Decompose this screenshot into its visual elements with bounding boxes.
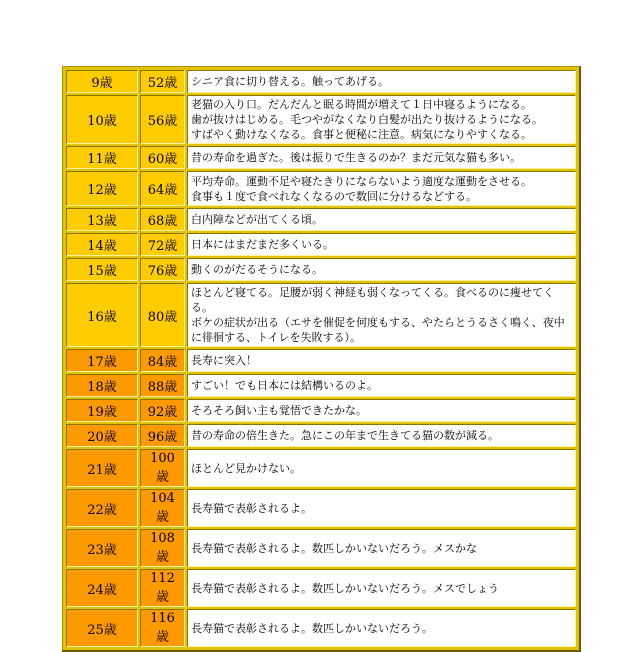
description-cell [187, 171, 576, 206]
table-row [66, 283, 576, 347]
human-age-cell: 108歳 [140, 529, 185, 567]
human-age-cell: 72歳 [140, 233, 185, 256]
human-age-cell: 104歳 [140, 489, 185, 527]
cat-age-cell: 22歳 [66, 489, 138, 527]
table-row [66, 569, 576, 607]
human-age-cell: 88歳 [140, 374, 185, 397]
description-cell [187, 146, 576, 169]
table-row [66, 258, 576, 281]
description-line: ボケの症状が出る（エサを催促を何度もする、やたらとうるさく鳴く、夜中 [191, 316, 565, 329]
description-line: そろそろ飼い主も覚悟できたかな。 [191, 404, 367, 417]
description-cell [187, 374, 576, 397]
table-row [66, 449, 576, 487]
description-line: 老猫の入り口。だんだんと眠る時間が増えて１日中寝るようになる。 [191, 98, 532, 111]
description-line: 動くのがだるそうになる。 [191, 263, 323, 276]
cat-age-cell: 24歳 [66, 569, 138, 607]
description-line: 昔の寿命の倍生きた。急にこの年まで生きてる猫の数が減る。 [191, 429, 499, 442]
description-line: に徘徊する、トイレを失敗する）。 [191, 331, 361, 344]
description-line: 昔の寿命を過ぎた。後は振りで生きるのか？まだ元気な猫も多い。 [191, 151, 521, 164]
description-line: ほとんど寝てる。足腰が弱く神経も弱くなってくる。食べるのに痩せてく [191, 286, 554, 299]
table-row [66, 529, 576, 567]
description-cell [187, 283, 576, 347]
description-line: 日本にはまだまだ多くいる。 [191, 238, 334, 251]
cat-age-cell: 9歳 [66, 70, 138, 93]
table-row [66, 399, 576, 422]
description-cell [187, 529, 576, 567]
description-cell [187, 233, 576, 256]
description-line: 長寿猫で表彰されるよ。 [191, 501, 312, 515]
human-age-cell: 60歳 [140, 146, 185, 169]
description-line: すばやく動けなくなる。食事と便秘に注意。病気になりやすくなる。 [191, 128, 532, 141]
description-line: 長寿猫で表彰されるよ。数匹しかいないだろう。メスかな [191, 541, 477, 555]
table-row [66, 233, 576, 256]
table-row [66, 609, 576, 647]
human-age-cell: 52歳 [140, 70, 185, 93]
description-line: 食事も１度で食べれなくなるので数回に分けるなどする。 [191, 189, 477, 203]
human-age-cell: 116歳 [140, 609, 185, 647]
age-comparison-table [64, 68, 578, 649]
description-cell [187, 449, 576, 487]
cat-age-cell: 20歳 [66, 424, 138, 447]
description-cell [187, 489, 576, 527]
description-cell [187, 424, 576, 447]
table-row [66, 171, 576, 206]
human-age-cell: 80歳 [140, 283, 185, 347]
cat-age-cell: 17歳 [66, 349, 138, 372]
human-age-cell: 56歳 [140, 95, 185, 144]
human-age-cell: 96歳 [140, 424, 185, 447]
description-line: 白内障などが出てくる頃。 [191, 213, 323, 226]
human-age-cell: 100歳 [140, 449, 185, 487]
cat-age-cell: 19歳 [66, 399, 138, 422]
description-line: る。 [191, 301, 213, 314]
table-row [66, 146, 576, 169]
description-cell [187, 70, 576, 93]
cat-age-cell: 12歳 [66, 171, 138, 206]
table-row [66, 374, 576, 397]
table-row [66, 424, 576, 447]
cat-age-cell: 11歳 [66, 146, 138, 169]
table-row [66, 70, 576, 93]
table-row [66, 489, 576, 527]
cat-age-cell: 15歳 [66, 258, 138, 281]
human-age-cell: 112歳 [140, 569, 185, 607]
description-cell [187, 349, 576, 372]
human-age-cell: 64歳 [140, 171, 185, 206]
description-cell [187, 609, 576, 647]
description-cell [187, 208, 576, 231]
description-cell [187, 258, 576, 281]
cat-age-cell: 16歳 [66, 283, 138, 347]
cat-age-cell: 25歳 [66, 609, 138, 647]
cat-age-cell: 21歳 [66, 449, 138, 487]
cat-age-cell: 23歳 [66, 529, 138, 567]
human-age-cell: 76歳 [140, 258, 185, 281]
description-cell [187, 569, 576, 607]
human-age-cell: 92歳 [140, 399, 185, 422]
cat-age-table [62, 66, 581, 652]
table-row [66, 349, 576, 372]
human-age-cell: 84歳 [140, 349, 185, 372]
description-line: すごい！でも日本には結構いるのよ。 [191, 379, 378, 392]
table-row [66, 95, 576, 144]
description-line: 長寿猫で表彰されるよ。数匹しかいないだろう。メスでしょう [191, 581, 499, 595]
table-body [66, 70, 576, 647]
human-age-cell: 68歳 [140, 208, 185, 231]
description-cell [187, 95, 576, 144]
description-line: 長寿に突入！ [191, 354, 257, 367]
cat-age-cell: 18歳 [66, 374, 138, 397]
description-line: 平均寿命。運動不足や寝たきりにならないよう適度な運動をさせる。 [191, 174, 532, 188]
description-line: ほとんど見かけない。 [191, 461, 301, 475]
description-line: 歯が抜けはじめる。毛つやがなくなり白髪が出たり抜けるようになる。 [191, 113, 543, 126]
description-line: 長寿猫で表彰されるよ。数匹しかいないだろう。 [191, 621, 433, 635]
cat-age-cell: 14歳 [66, 233, 138, 256]
description-cell [187, 399, 576, 422]
cat-age-cell: 10歳 [66, 95, 138, 144]
description-line: シニア食に切り替える。触ってあげる。 [191, 75, 389, 88]
table-row [66, 208, 576, 231]
cat-age-cell: 13歳 [66, 208, 138, 231]
